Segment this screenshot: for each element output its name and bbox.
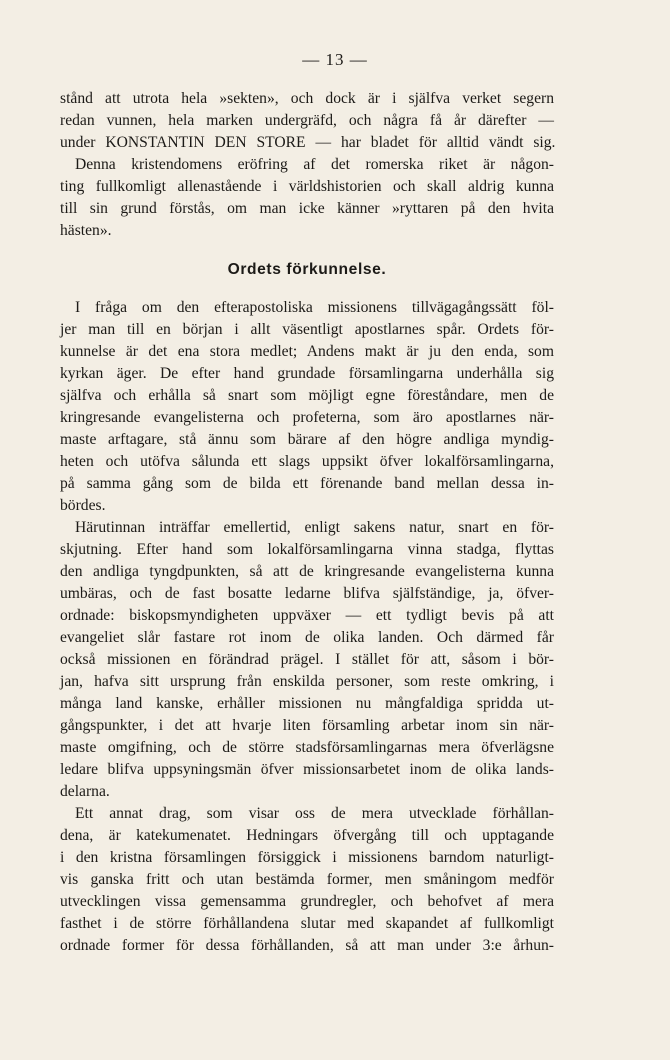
text-line: utvecklingen vissa gemensamma grundregler, och behofvet af mera (60, 893, 554, 910)
text-line: ting fullkomligt allenastående i världshistorien och skall aldrig kunna (60, 178, 554, 195)
text-line: på samma gång som de bilda ett förenande band mellan dessa in- (60, 475, 554, 492)
paragraph-1 (60, 88, 554, 154)
text-line: många land kanske, erhåller missionen nu mångfaldiga spridda ut- (60, 695, 554, 712)
text-line: vis ganska fritt och utan bestämda former, men småningom medför (60, 871, 554, 888)
text-line: fasthet i de större förhållandena slutar med skapandet af fullkomligt (60, 915, 554, 932)
text-line: delarna. (60, 783, 110, 800)
text-line: ledare blifva uppsyningsmän öfver missionsarbetet inom de olika lands- (60, 761, 554, 778)
text-line: den andliga tyngdpunkten, så att de kringresande evangelisterna kunna (60, 563, 554, 580)
paragraph-2 (60, 154, 554, 242)
text-line: också missionen en förändrad prägel. I stället för att, såsom i bör- (60, 651, 554, 668)
text-line: Härutinnan inträffar emellertid, enligt sakens natur, snart en för- (75, 519, 554, 536)
text-line: under KONSTANTIN DEN STORE — har bladet för alltid vändt sig. (60, 134, 556, 151)
page-number: — 13 — (302, 50, 368, 69)
text-line: jer man till en början i allt väsentligt apostlarnes spår. Ordets för- (60, 321, 554, 338)
text-line: Ett annat drag, som visar oss de mera utvecklade förhållan- (75, 805, 554, 822)
paragraph-5 (60, 803, 554, 957)
text-line: till sin grund förstås, om man icke känner »ryttaren på den hvita (60, 200, 554, 217)
text-line: bördes. (60, 497, 106, 514)
text-line: ordnade: biskopsmyndigheten uppväxer — ett tydligt bevis på att (60, 607, 554, 624)
text-line: i den kristna församlingen försiggick i missionens barndom naturligt- (60, 849, 554, 866)
text-line: skjutning. Efter hand som lokalförsamlingarna vinna stadga, flyttas (60, 541, 554, 558)
section-heading: Ordets förkunnelse. (227, 261, 387, 278)
text-line: kunnelse är det ena stora medlet; Andens makt är ju den enda, som (60, 343, 554, 360)
text-line: maste omgifning, och de större stadsförsamlingarnas mera öfverlägsne (60, 739, 554, 756)
text-line: kringresande evangelisterna och profeterna, som äro apostlarnes när- (60, 409, 554, 426)
paragraph-3 (60, 297, 554, 517)
text-line: gångspunkter, i det att hvarje liten församling arbetar inom sin när- (60, 717, 554, 734)
body-text (60, 88, 554, 957)
text-line: själfva och erhålla så snart som möjligt egne föreståndare, men de (60, 387, 554, 404)
paragraph-4 (60, 517, 554, 803)
text-line: umbäras, och de fast bosatte ledarne blifva själfständige, ja, öfver- (60, 585, 554, 602)
text-line: kyrkan äger. De efter hand grundade församlingarna underhålla sig (60, 365, 554, 382)
text-line: I fråga om den efterapostoliska missionens tillvägagångssätt föl- (75, 299, 554, 316)
text-line: stånd att utrota hela »sekten», och dock är i själfva verket segern (60, 90, 554, 107)
text-line: jan, hafva sitt ursprung från enskilda personer, som reste omkring, i (60, 673, 554, 690)
text-line: dena, är katekumenatet. Hedningars öfvergång till och upptagande (60, 827, 554, 844)
text-line: ordnade former för dessa förhållanden, så att man under 3:e århun- (60, 937, 554, 954)
text-line: redan vunnen, hela marken undergräfd, och några få år därefter — (60, 112, 554, 129)
text-line: evangeliet slår fastare rot inom de olika landen. Och därmed får (60, 629, 554, 646)
text-line: hästen». (60, 222, 112, 239)
text-line: heten och utöfva sålunda ett slags uppsikt öfver lokalförsamlingarna, (60, 453, 554, 470)
text-line: maste arftagare, stå ännu som bärare af den högre andliga myndig- (60, 431, 554, 448)
text-line: Denna kristendomens eröfring af det romerska riket är någon- (75, 156, 554, 173)
